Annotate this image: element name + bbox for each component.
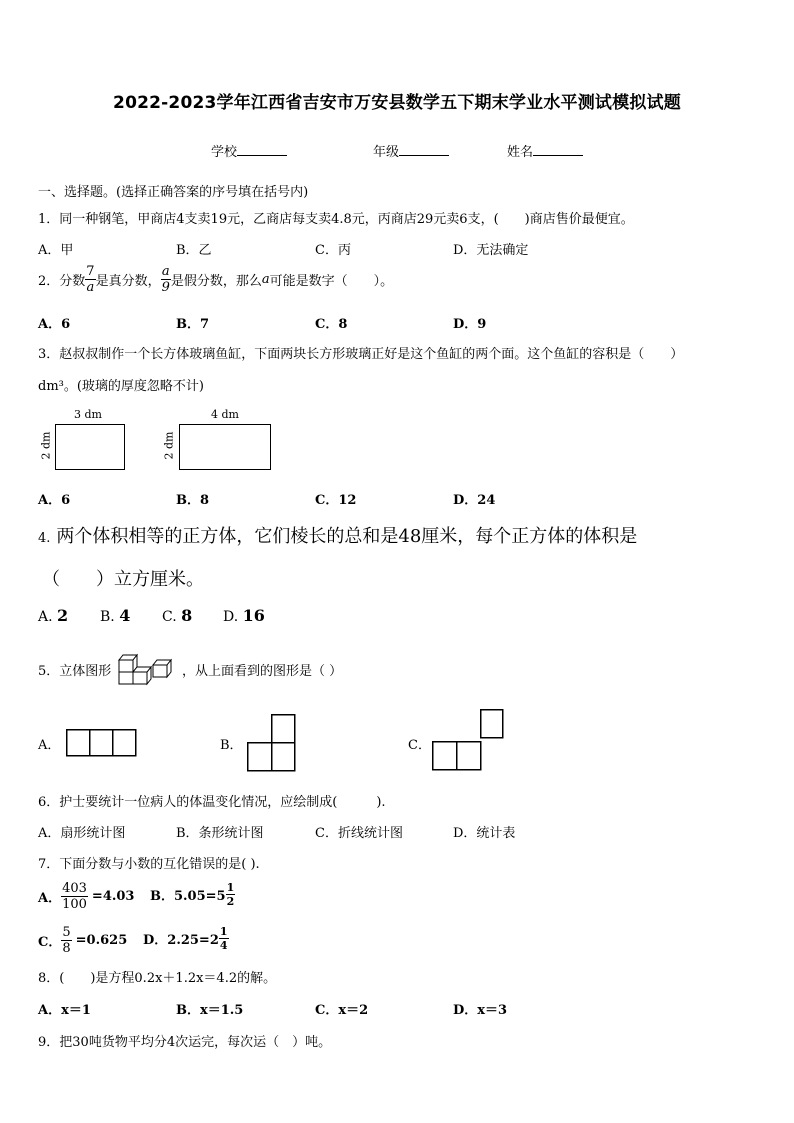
q4-option-c-value: 8	[181, 606, 193, 625]
q6-option-d[interactable]: D．统计表	[453, 826, 516, 841]
q4-number: 4.	[38, 531, 51, 546]
q4-option-c-letter: C.	[162, 609, 177, 625]
q2-option-c[interactable]: C．8	[315, 317, 348, 332]
question-9-stem: 9．把30吨货物平均分4次运完，每次运（ ）吨。	[38, 1035, 332, 1050]
rect2-top-label: 4 dm	[211, 408, 239, 421]
question-3-line-1: 3．赵叔叔制作一个长方体玻璃鱼缸，下面两块长方形玻璃正好是这个鱼缸的两个面。这个鱼缸的容积是（ ）	[38, 347, 684, 362]
solid-figure-icon	[116, 648, 180, 692]
question-3-line-2: dm³。(玻璃的厚度忽略不计)	[38, 379, 205, 394]
name-label: 姓名	[507, 145, 534, 160]
school-field	[211, 141, 287, 160]
question-2-stem	[38, 265, 393, 294]
grade-label: 年级	[373, 145, 400, 160]
question-7-stem: 7．下面分数与小数的互化错误的是( ).	[38, 857, 260, 872]
q4-option-c[interactable]	[162, 606, 192, 625]
q6-option-c[interactable]: C．折线统计图	[315, 826, 403, 841]
q4-option-b-value: 4	[119, 606, 131, 625]
q5-option-a-figure[interactable]	[66, 729, 138, 757]
q2-f2-numerator: a	[161, 264, 170, 279]
question-8-stem: 8．( )是方程0.2x＋1.2x＝4.2的解。	[38, 971, 277, 986]
q4-option-a-value: 2	[57, 606, 69, 625]
q2-fraction-1	[85, 265, 95, 294]
q7-c-rest: =0.625	[75, 933, 128, 948]
q4-option-a[interactable]	[38, 606, 68, 625]
q2-variable: a	[261, 272, 270, 287]
q2-f1-numerator: 7	[86, 264, 95, 279]
q7-c-fraction	[61, 926, 71, 955]
q8-option-a[interactable]: A．x＝1	[38, 1003, 91, 1018]
q4-option-b[interactable]	[100, 606, 130, 625]
q2-mid2: 是假分数，那么	[170, 274, 262, 289]
q3-option-a[interactable]: A．6	[38, 493, 71, 508]
q7-option-b[interactable]	[150, 882, 235, 907]
q6-option-b[interactable]: B．条形统计图	[176, 826, 264, 841]
q1-option-d[interactable]: D．无法确定	[453, 243, 529, 258]
q5-option-c-label[interactable]: C．	[408, 738, 431, 753]
q7-b-denominator: 2	[226, 895, 235, 908]
q7-a-numerator: 403	[62, 881, 87, 896]
q7-d-fraction	[219, 926, 229, 951]
rect1-top-label: 3 dm	[74, 408, 102, 421]
question-4-line-1	[38, 522, 637, 548]
q7-b-text: B．5.05=5	[150, 889, 226, 904]
q7-c-letter: C．	[38, 935, 62, 950]
q4-option-d-value: 16	[242, 606, 265, 625]
q5-option-a-label[interactable]: A．	[38, 738, 61, 753]
q7-a-rest: =4.03	[91, 889, 135, 904]
question-6-stem: 6．护士要统计一位病人的体温变化情况，应绘制成( ).	[38, 795, 386, 810]
q7-option-c[interactable]	[38, 926, 127, 955]
q2-option-d[interactable]: D．9	[453, 317, 487, 332]
question-1-stem: 1．同一种钢笔，甲商店4支卖19元，乙商店每支卖4.8元，丙商店29元卖6支，( )商店售价最便宜。	[38, 212, 634, 227]
glass-rect-1	[55, 424, 125, 470]
q4-option-d[interactable]	[223, 606, 265, 625]
q5-option-b-label[interactable]: B．	[220, 738, 243, 753]
q6-option-a[interactable]: A．扇形统计图	[38, 826, 126, 841]
q3-option-c[interactable]: C．12	[315, 493, 357, 508]
q7-d-text: D．2.25=2	[143, 933, 219, 948]
q1-option-c[interactable]: C．丙	[315, 243, 351, 258]
q5-option-c-figure[interactable]	[432, 709, 504, 771]
q7-d-numerator: 1	[219, 925, 228, 938]
grade-field	[373, 141, 449, 160]
q7-a-denominator: 100	[62, 897, 87, 912]
rect1-side-label: 2 dm	[39, 431, 53, 460]
q7-option-a[interactable]	[38, 882, 134, 911]
school-blank[interactable]	[237, 155, 287, 156]
q2-prefix: 2．分数	[38, 274, 86, 289]
rect2-side-label: 2 dm	[162, 431, 176, 460]
q7-b-numerator: 1	[226, 881, 235, 894]
q8-option-c[interactable]: C．x＝2	[315, 1003, 369, 1018]
q5-prefix: 5．立体图形	[38, 664, 112, 679]
q2-mid1: 是真分数，	[95, 274, 161, 289]
q4-option-a-letter: A.	[38, 609, 53, 625]
glass-rect-2	[179, 424, 271, 470]
q7-a-fraction	[61, 882, 88, 911]
name-field	[507, 141, 583, 160]
q8-option-b[interactable]: B．x＝1.5	[176, 1003, 244, 1018]
name-blank[interactable]	[533, 155, 583, 156]
q3-option-d[interactable]: D．24	[453, 493, 496, 508]
q7-b-fraction	[226, 882, 236, 907]
q8-option-d[interactable]: D．x＝3	[453, 1003, 508, 1018]
q2-fraction-2	[161, 265, 171, 294]
q2-suffix: 可能是数字（ ）。	[269, 274, 394, 289]
grade-blank[interactable]	[399, 155, 449, 156]
question-4-line-2: （ ）立方厘米。	[42, 569, 204, 590]
page-title: 2022-2023学年江西省吉安市万安县数学五下期末学业水平测试模拟试题	[113, 93, 681, 113]
q2-option-a[interactable]: A．6	[38, 317, 71, 332]
q1-option-a[interactable]: A．甲	[38, 243, 74, 258]
q5-option-b-figure[interactable]	[247, 714, 297, 772]
q4-option-b-letter: B.	[100, 609, 115, 625]
q7-c-numerator: 5	[62, 925, 71, 940]
q1-option-b[interactable]: B．乙	[176, 243, 212, 258]
q2-f1-denominator: a	[86, 280, 95, 295]
q4-line1-text: 两个体积相等的正方体，它们棱长的总和是48厘米，每个正方体的体积是	[56, 526, 638, 547]
q7-d-denominator: 4	[219, 939, 228, 952]
q7-option-d[interactable]	[143, 926, 229, 951]
school-label: 学校	[211, 145, 238, 160]
q7-a-letter: A．	[38, 891, 62, 906]
q7-c-denominator: 8	[62, 941, 71, 956]
section-heading: 一、选择题。(选择正确答案的序号填在括号内)	[38, 185, 309, 200]
q5-suffix: ，从上面看到的图形是（ ）	[182, 664, 343, 679]
q2-f2-denominator: 9	[161, 280, 170, 295]
q2-option-b[interactable]: B．7	[176, 317, 210, 332]
q4-option-d-letter: D.	[223, 609, 239, 625]
q3-option-b[interactable]: B．8	[176, 493, 210, 508]
